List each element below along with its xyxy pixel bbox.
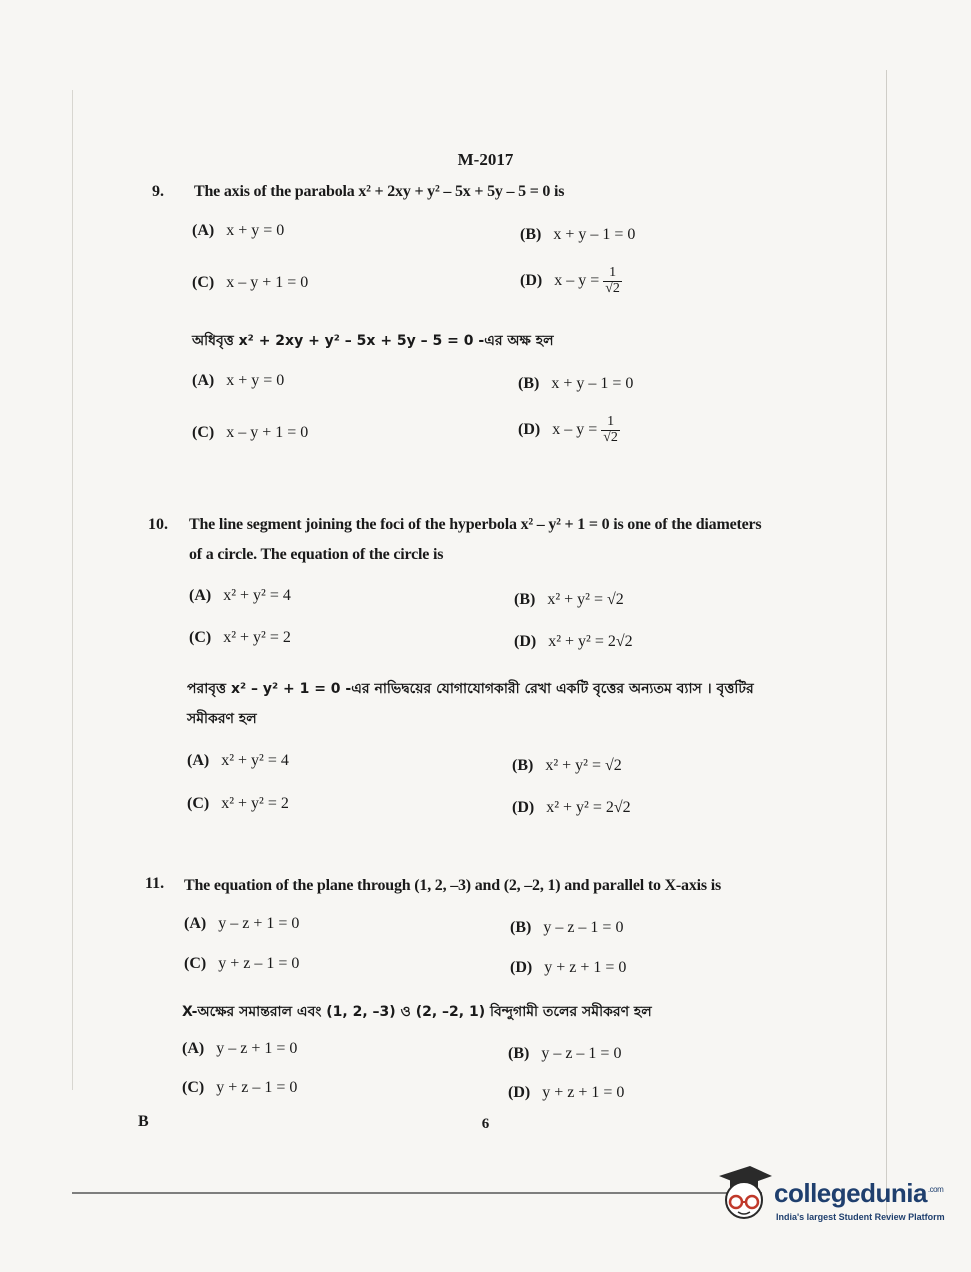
option-label: (C) bbox=[187, 795, 210, 812]
option-c-bn[interactable] bbox=[187, 795, 289, 813]
question-text-bn-line2: সমীকরণ হল bbox=[187, 711, 257, 727]
option-d-bn[interactable] bbox=[508, 1084, 624, 1102]
option-value: y – z – 1 = 0 bbox=[541, 1045, 622, 1062]
option-d[interactable] bbox=[520, 266, 622, 296]
option-value: y – z – 1 = 0 bbox=[543, 919, 624, 936]
option-value: x – y + 1 = 0 bbox=[226, 424, 309, 441]
option-label: (C) bbox=[192, 274, 215, 291]
fraction bbox=[601, 415, 620, 445]
option-value: y + z + 1 = 0 bbox=[542, 1084, 625, 1101]
option-value: y + z – 1 = 0 bbox=[216, 1079, 298, 1096]
option-d-bn[interactable] bbox=[518, 415, 620, 445]
question-number: 11. bbox=[145, 875, 165, 892]
option-b[interactable] bbox=[520, 226, 635, 244]
option-value: x + y = 0 bbox=[226, 222, 285, 239]
option-c[interactable] bbox=[192, 274, 308, 292]
option-label: (D) bbox=[518, 420, 541, 438]
option-a-bn[interactable] bbox=[187, 752, 289, 770]
option-c-bn[interactable] bbox=[182, 1079, 297, 1097]
option-value: x² + y² = 2√2 bbox=[546, 799, 631, 816]
option-value: x² + y² = 2√2 bbox=[548, 633, 633, 650]
option-value: x² + y² = 4 bbox=[223, 587, 291, 604]
option-a-bn[interactable] bbox=[192, 372, 284, 390]
option-value: x² + y² = 4 bbox=[221, 752, 289, 769]
option-label: (C) bbox=[182, 1079, 205, 1096]
option-label: (D) bbox=[512, 799, 535, 816]
option-label: (D) bbox=[514, 633, 537, 650]
option-c[interactable] bbox=[184, 955, 299, 973]
option-label: (A) bbox=[187, 752, 210, 769]
option-c-bn[interactable] bbox=[192, 424, 308, 442]
logo-name: collegedunia bbox=[774, 1178, 927, 1208]
option-label: (A) bbox=[184, 915, 207, 932]
option-d[interactable] bbox=[510, 959, 626, 977]
option-label: (B) bbox=[514, 591, 536, 608]
option-value: x + y – 1 = 0 bbox=[553, 226, 636, 243]
question-number: 10. bbox=[148, 516, 168, 533]
option-label: (C) bbox=[184, 955, 207, 972]
option-value: y – z + 1 = 0 bbox=[218, 915, 300, 932]
logo-tagline: India's largest Student Review Platform bbox=[776, 1212, 945, 1222]
option-label: (B) bbox=[512, 757, 534, 774]
booklet-code: B bbox=[138, 1113, 149, 1130]
option-label: (B) bbox=[510, 919, 532, 936]
page-number: 6 bbox=[481, 1116, 490, 1132]
bottom-divider bbox=[72, 1192, 762, 1194]
option-b[interactable] bbox=[510, 919, 623, 937]
option-label: (B) bbox=[520, 226, 542, 243]
option-b[interactable] bbox=[514, 591, 624, 609]
option-value: y + z – 1 = 0 bbox=[218, 955, 300, 972]
fraction-denominator: √2 bbox=[603, 429, 618, 445]
option-value: y – z + 1 = 0 bbox=[216, 1040, 298, 1057]
option-label: (D) bbox=[520, 271, 543, 289]
logo-wordmark[interactable] bbox=[774, 1178, 943, 1209]
question-number: 9. bbox=[152, 183, 164, 200]
option-b-bn[interactable] bbox=[518, 375, 633, 393]
question-text-bn: X-অক্ষের সমান্তরাল এবং (1, 2, –3) ও (2, –2, 1) বিন্দুগামী তলের সমীকরণ হল bbox=[182, 1004, 652, 1020]
option-label: (C) bbox=[189, 629, 212, 646]
question-text-bn-line1: পরাবৃত্ত x² – y² + 1 = 0 -এর নাভিদ্বয়ের যোগাযোগকারী রেখা একটি বৃত্তের অন্যতম ব্যাস । বৃত্তটির bbox=[187, 681, 754, 697]
option-value: x – y = bbox=[554, 271, 600, 289]
exam-code-header: M-2017 bbox=[457, 150, 514, 169]
fraction-numerator: 1 bbox=[601, 415, 620, 431]
option-value: x + y – 1 = 0 bbox=[551, 375, 634, 392]
option-b-bn[interactable] bbox=[508, 1045, 621, 1063]
option-d-bn[interactable] bbox=[512, 799, 631, 817]
question-text-en-line1: The line segment joining the foci of the hyperbola x² – y² + 1 = 0 is one of the diameters bbox=[189, 516, 762, 533]
logo-suffix: .com bbox=[927, 1185, 944, 1195]
option-label: (A) bbox=[182, 1040, 205, 1057]
option-a[interactable] bbox=[184, 915, 299, 933]
option-label: (D) bbox=[508, 1084, 531, 1101]
option-value: x² + y² = √2 bbox=[547, 591, 624, 608]
option-value: x² + y² = 2 bbox=[223, 629, 291, 646]
option-value: x² + y² = √2 bbox=[545, 757, 622, 774]
option-a[interactable] bbox=[192, 222, 284, 240]
option-a-bn[interactable] bbox=[182, 1040, 297, 1058]
option-value: x² + y² = 2 bbox=[221, 795, 289, 812]
option-a[interactable] bbox=[189, 587, 291, 605]
fraction bbox=[603, 266, 622, 296]
option-value: y + z + 1 = 0 bbox=[544, 959, 627, 976]
question-text-bn: অধিবৃত্ত x² + 2xy + y² – 5x + 5y – 5 = 0 -এর অক্ষ হল bbox=[192, 333, 554, 349]
question-text-en: The equation of the plane through (1, 2, –3) and (2, –2, 1) and parallel to X-axis is bbox=[184, 877, 721, 894]
left-margin-line bbox=[72, 90, 73, 1090]
option-d[interactable] bbox=[514, 633, 633, 651]
option-label: (D) bbox=[510, 959, 533, 976]
fraction-numerator: 1 bbox=[603, 266, 622, 282]
question-text-en: The axis of the parabola x² + 2xy + y² – 5x + 5y – 5 = 0 is bbox=[194, 183, 565, 200]
option-label: (B) bbox=[508, 1045, 530, 1062]
option-label: (A) bbox=[189, 587, 212, 604]
fraction-denominator: √2 bbox=[605, 280, 620, 296]
option-label: (B) bbox=[518, 375, 540, 392]
option-value: x – y + 1 = 0 bbox=[226, 274, 309, 291]
question-text-en-line2: of a circle. The equation of the circle is bbox=[189, 546, 444, 563]
option-label: (A) bbox=[192, 372, 215, 389]
option-label: (C) bbox=[192, 424, 215, 441]
option-label: (A) bbox=[192, 222, 215, 239]
right-margin-line bbox=[886, 70, 887, 1220]
option-c[interactable] bbox=[189, 629, 291, 647]
option-b-bn[interactable] bbox=[512, 757, 622, 775]
option-value: x – y = bbox=[552, 420, 598, 438]
option-value: x + y = 0 bbox=[226, 372, 285, 389]
